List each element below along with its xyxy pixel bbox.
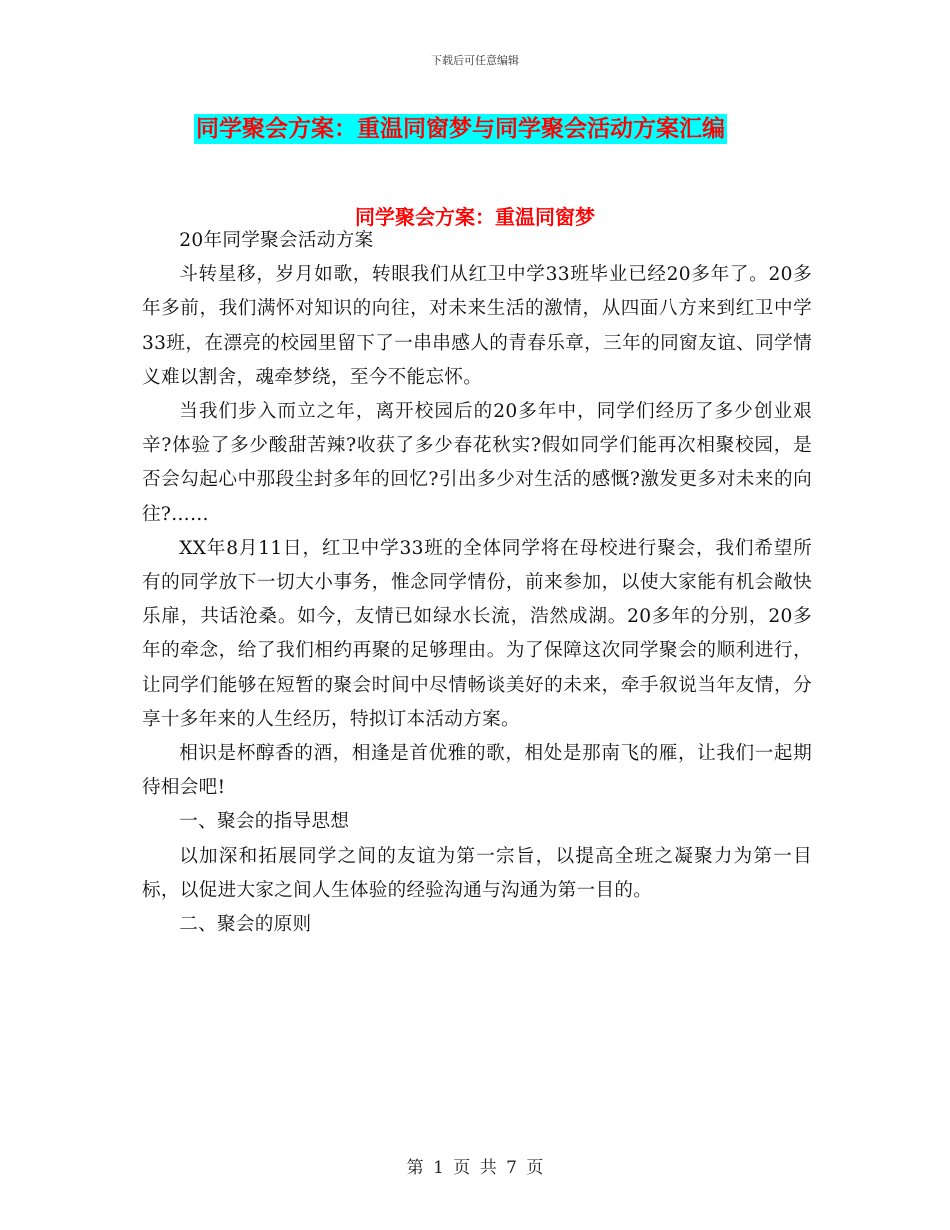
body-paragraph: 以加深和拓展同学之间的友谊为第一宗旨，以提高全班之凝聚力为第一目标，以促进大家之间人生体验的经验沟通与沟通为第一目的。 (142, 845, 812, 901)
section-heading: 二、聚会的原则 (179, 914, 312, 936)
document-title: 同学聚会方案：重温同窗梦与同学聚会活动方案汇编 (196, 116, 725, 142)
header-note: 下载后可任意编辑 (431, 54, 519, 67)
section-heading: 一、聚会的指导思想 (179, 811, 350, 833)
body-paragraph: 斗转星移，岁月如歌，转眼我们从红卫中学33班毕业已经20多年了。20多年多前，我们满怀对知识的向往，对未来生活的激情，从四面八方来到红卫中学33班，在漂亮的校园里留下了一串串感人的青春乐章，三年的同窗友谊、同学情义难以割舍，魂牵梦绕，至今不能忘怀。 (142, 264, 812, 388)
document-body (142, 224, 812, 942)
body-paragraph: 相识是杯醇香的酒，相逢是首优雅的歌，相处是那南飞的雁，让我们一起期待相会吧! (142, 743, 812, 799)
body-paragraph: 当我们步入而立之年，离开校园后的20多年中，同学们经历了多少创业艰辛?体验了多少酸甜苦辣?收获了多少春花秋实?假如同学们能再次相聚校园，是否会勾起心中那段尘封多年的回忆?引出多少对生活的感慨?激发更多对未来的向往?…… (142, 401, 812, 525)
section-title: 同学聚会方案：重温同窗梦 (355, 205, 595, 229)
page-footer: 第 1 页 共 7 页 (406, 1158, 544, 1178)
body-paragraph: 20年同学聚会活动方案 (179, 230, 374, 251)
body-paragraph: XX年8月11日，红卫中学33班的全体同学将在母校进行聚会，我们希望所有的同学放下一切大小事务，惟念同学情份，前来参加，以使大家能有机会敞快乐扉，共话沧桑。如今，友情已如绿水长流，浩然成湖。20多年的分别，20多年的牵念，给了我们相约再聚的足够理由。为了保障这次同学聚会的顺利进行，让同学们能够在短暂的聚会时间中尽情畅谈美好的未来，牵手叙说当年友情，分享十多年来的人生经历，特拟订本活动方案。 (142, 537, 812, 730)
